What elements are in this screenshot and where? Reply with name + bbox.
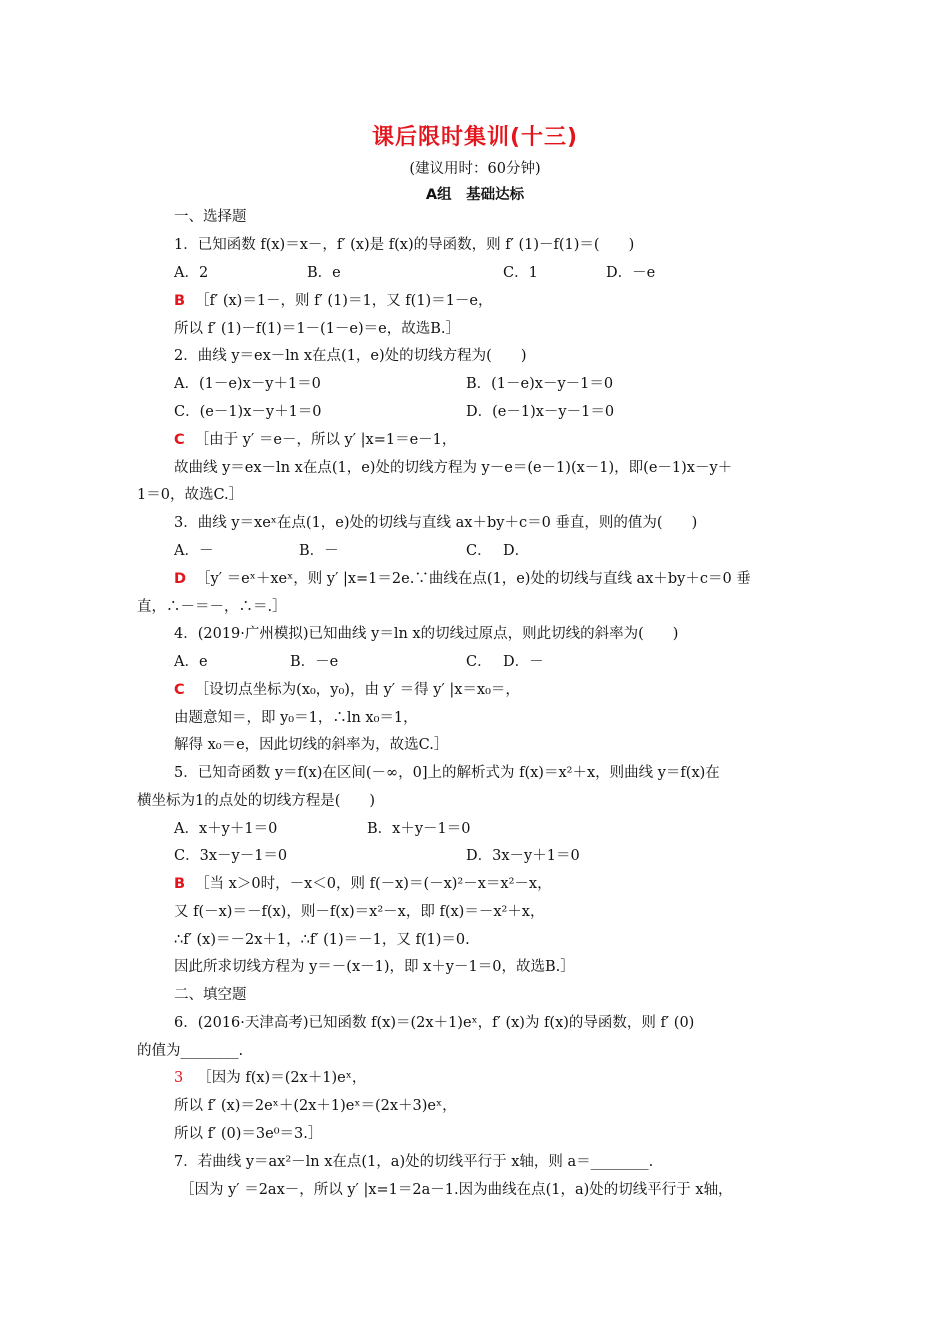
- q3-answer: D: [174, 571, 187, 587]
- question-7-stem: 7．若曲线 y＝ax²－ln x在点(1，a)处的切线平行于 x轴，则 a＝________.: [174, 1154, 654, 1170]
- q4-option-c: C．: [466, 654, 492, 670]
- q6-answer: 3: [174, 1070, 184, 1086]
- page-title: 课后限时集训(十三): [371, 125, 579, 150]
- question-3-stem: 3．曲线 y＝xeˣ在点(1，e)处的切线与直线 ax＋by＋c＝0 垂直，则的值为( ): [174, 515, 698, 531]
- q3-solution-line: 直，∴－＝－，∴＝.］: [137, 599, 287, 615]
- q4-option-d: D．－: [503, 654, 544, 670]
- q3-solution-line: D ［y′ ＝eˣ＋xeˣ，则 y′ |x=1＝2e.∵曲线在点(1，e)处的切线与直线 ax＋by＋c＝0 垂: [174, 571, 751, 587]
- q2-answer: C: [174, 432, 185, 448]
- q5-solution-line: B ［当 x＞0时，－x＜0，则 f(－x)＝(－x)²－x＝x²－x，: [174, 876, 552, 892]
- group-heading: A组 基础达标: [425, 187, 525, 203]
- q4-option-a: A．e: [174, 654, 208, 670]
- q5-solution-line: 因此所求切线方程为 y＝－(x－1)，即 x＋y－1＝0，故选B.］: [174, 959, 575, 975]
- q2-solution-line: C ［由于 y′ ＝e－，所以 y′ |x=1＝e－1，: [174, 432, 457, 448]
- q4-solution-line: 由题意知＝，即 y₀＝1，∴ln x₀＝1，: [174, 710, 418, 726]
- q5-solution-line: ∴f′ (x)＝－2x＋1，∴f′ (1)＝－1，又 f(1)＝0.: [174, 932, 470, 948]
- q5-option-a: A．x＋y＋1＝0: [174, 821, 278, 837]
- q4-option-b: B．－e: [290, 654, 339, 670]
- q1-option-a: A．2: [174, 265, 209, 281]
- q3-option-a: A．－: [174, 543, 214, 559]
- question-5-stem: 横坐标为1的点处的切线方程是( ): [137, 793, 376, 809]
- q7-solution-line: ［因为 y′ ＝2ax－，所以 y′ |x=1＝2a－1.因为曲线在点(1，a)处的切线平行于 x轴，: [180, 1182, 733, 1198]
- time-note: (建议用时：60分钟): [409, 161, 541, 177]
- q2-option-a: A．(1－e)x－y＋1＝0: [174, 376, 321, 392]
- question-1-stem: 1．已知函数 f(x)＝x－，f′ (x)是 f(x)的导函数，则 f′ (1)－f(1)＝( ): [174, 237, 635, 253]
- q2-option-d: D．(e－1)x－y－1＝0: [466, 404, 615, 420]
- q5-option-c: C．3x－y－1＝0: [174, 848, 288, 864]
- q5-option-b: B．x＋y－1＝0: [367, 821, 471, 837]
- q2-solution-line: 故曲线 y＝ex－ln x在点(1，e)处的切线方程为 y－e＝(e－1)(x－1)，即(e－1)x－y＋: [174, 460, 733, 476]
- q2-option-b: B．(1－e)x－y－1＝0: [466, 376, 614, 392]
- q1-answer: B: [174, 293, 186, 309]
- q6-solution-line: 3 ［因为 f(x)＝(2x＋1)eˣ，: [174, 1070, 367, 1086]
- q5-solution-line: 又 f(－x)＝－f(x)，则－f(x)＝x²－x，即 f(x)＝－x²＋x，: [174, 904, 545, 920]
- question-5-stem: 5．已知奇函数 y＝f(x)在区间(－∞，0]上的解析式为 f(x)＝x²＋x，则曲线 y＝f(x)在: [174, 765, 720, 781]
- q5-answer: B: [174, 876, 186, 892]
- q6-solution-line: 所以 f′ (x)＝2eˣ＋(2x＋1)eˣ＝(2x＋3)eˣ，: [174, 1098, 457, 1114]
- section-heading: 二、填空题: [174, 987, 247, 1003]
- q6-solution-line: 所以 f′ (0)＝3e⁰＝3.］: [174, 1126, 323, 1142]
- q3-option-b: B．－: [299, 543, 339, 559]
- q1-option-b: B．e: [307, 265, 341, 281]
- q2-solution-line: 1＝0，故选C.］: [137, 487, 244, 503]
- q3-option-c: C．: [466, 543, 492, 559]
- q2-option-c: C．(e－1)x－y＋1＝0: [174, 404, 322, 420]
- section-heading: 一、选择题: [174, 209, 247, 225]
- q1-option-d: D．－e: [606, 265, 656, 281]
- q1-option-c: C．1: [503, 265, 538, 281]
- question-2-stem: 2．曲线 y＝ex－ln x在点(1，e)处的切线方程为( ): [174, 348, 527, 364]
- q1-solution-line: B ［f′ (x)＝1－，则 f′ (1)＝1，又 f(1)＝1－e，: [174, 293, 493, 309]
- q3-option-d: D．: [503, 543, 530, 559]
- q4-answer: C: [174, 682, 185, 698]
- question-6-stem: 的值为________.: [137, 1043, 244, 1059]
- q5-option-d: D．3x－y＋1＝0: [466, 848, 580, 864]
- question-6-stem: 6．(2016·天津高考)已知函数 f(x)＝(2x＋1)eˣ，f′ (x)为 f(x)的导函数，则 f′ (0): [174, 1015, 695, 1031]
- q4-solution-line: 解得 x₀＝e，因此切线的斜率为，故选C.］: [174, 737, 449, 753]
- question-4-stem: 4．(2019·广州模拟)已知曲线 y＝ln x的切线过原点，则此切线的斜率为( ): [174, 626, 679, 642]
- q4-solution-line: C ［设切点坐标为(x₀，y₀)，由 y′ ＝得 y′ |x＝x₀＝，: [174, 682, 520, 698]
- q1-solution-line: 所以 f′ (1)－f(1)＝1－(1－e)＝e，故选B.］: [174, 321, 461, 337]
